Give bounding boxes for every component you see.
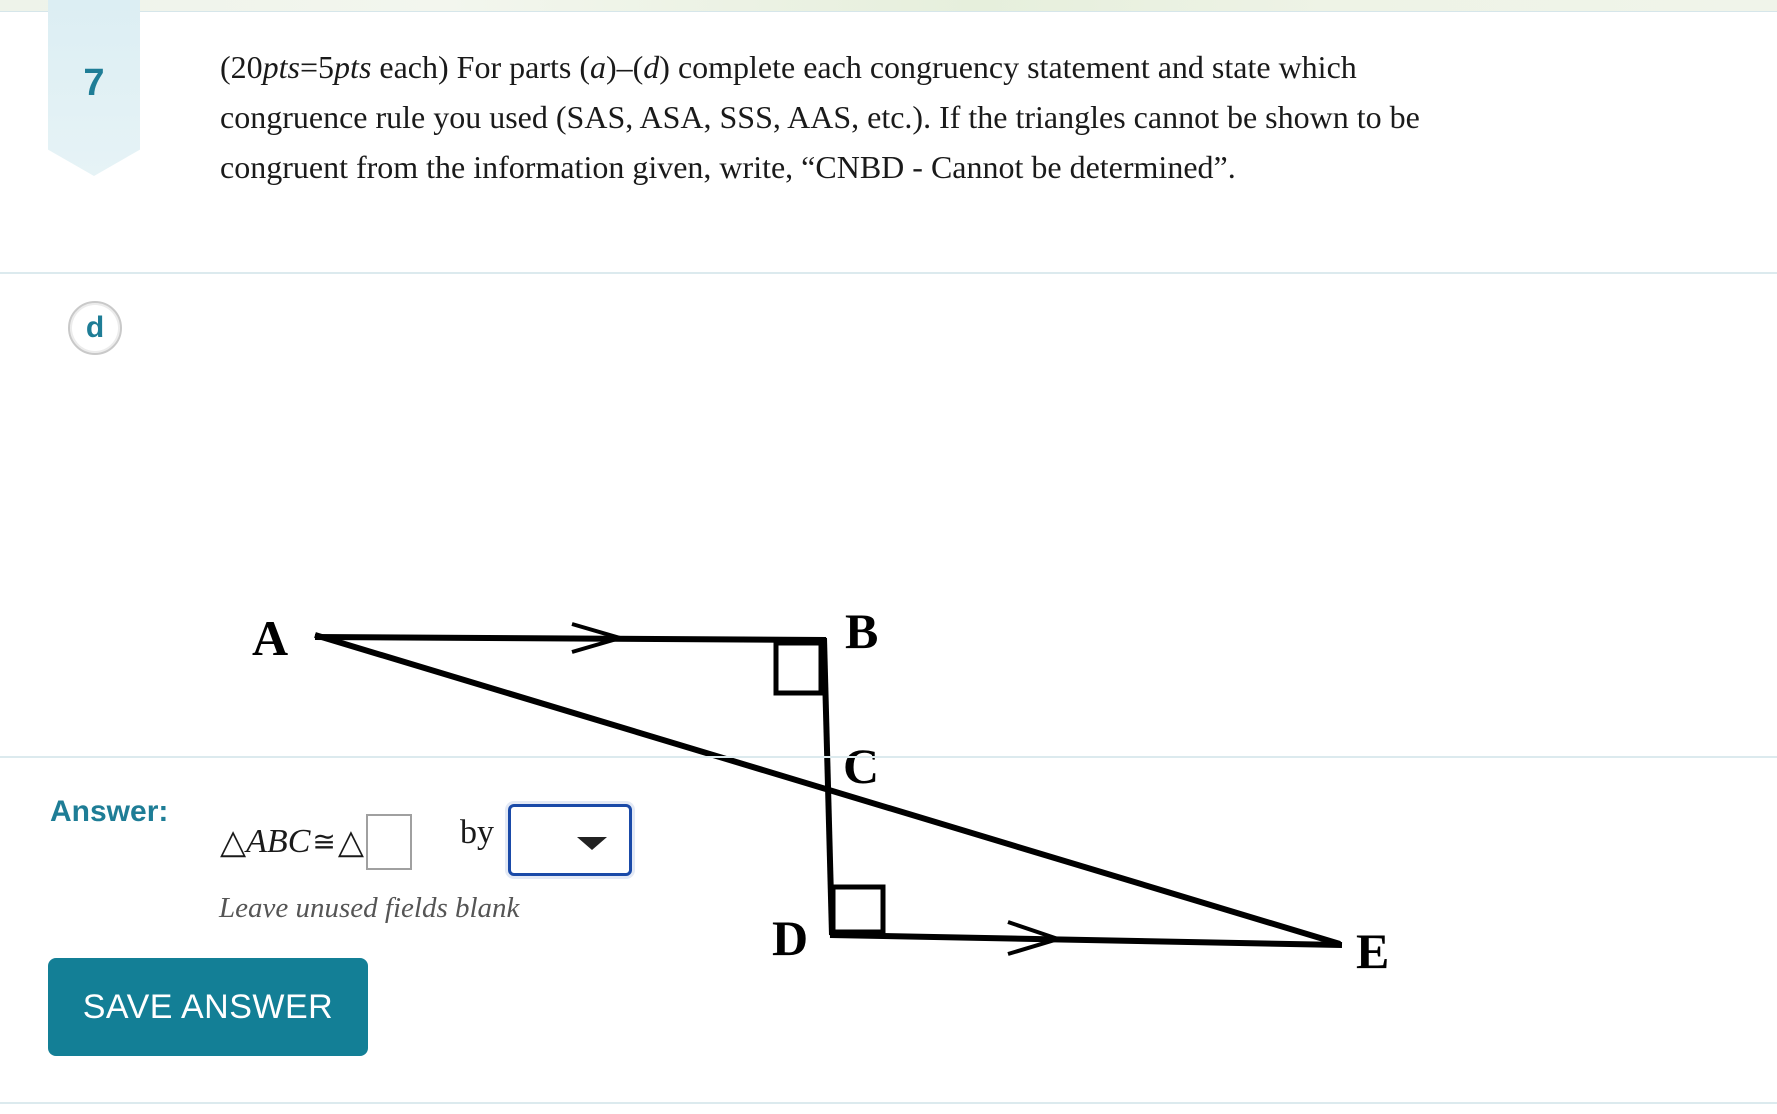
prompt-math: pts (262, 49, 300, 85)
part-badge: d (68, 301, 122, 355)
triangle-symbol-2: △ (337, 824, 364, 861)
prompt-math: pts (334, 49, 372, 85)
prompt-text: each) For parts ( (371, 49, 590, 85)
triangle-symbol: △ (220, 824, 247, 861)
caret-down-icon (577, 837, 607, 850)
triangle-name-input[interactable] (366, 814, 412, 870)
label-E: E (1356, 923, 1390, 979)
hint-text: Leave unused fields blank (219, 892, 520, 924)
right-angle-marker-B (776, 643, 821, 693)
save-answer-button[interactable]: SAVE ANSWER (48, 958, 368, 1056)
statement-left: ABC (246, 823, 311, 860)
label-A: A (252, 610, 289, 666)
label-B: B (845, 603, 879, 659)
section-divider (0, 272, 1777, 274)
congruence-rule-dropdown[interactable] (508, 804, 632, 876)
segment-DE (830, 935, 1342, 945)
segment-AB (315, 637, 826, 640)
prompt-math: d (643, 49, 660, 85)
prompt-text: )–( (605, 49, 644, 85)
prompt-text: =5 (300, 49, 335, 85)
section-divider (0, 1102, 1777, 1104)
question-prompt (220, 42, 1460, 192)
prompt-math: a (589, 49, 606, 85)
right-angle-marker-D (833, 887, 883, 932)
by-label: by (460, 814, 494, 851)
question-number: 7 (83, 62, 105, 104)
label-D: D (772, 910, 809, 966)
prompt-text: ) complete each congruency statement and state which congruence rule you used (SAS, ASA, SSS, AAS, etc.). If the triangles cannot be shown to be congruent from the information given, write, “CNBD - Cannot be determined”. (220, 49, 1420, 185)
prompt-text: (20 (220, 49, 263, 85)
section-divider (0, 756, 1777, 758)
congruency-statement (220, 812, 412, 872)
answer-label: Answer: (50, 795, 169, 828)
top-banner-strip (0, 0, 1777, 12)
congruent-symbol: ≅ (312, 827, 336, 858)
label-C: C (843, 738, 880, 794)
